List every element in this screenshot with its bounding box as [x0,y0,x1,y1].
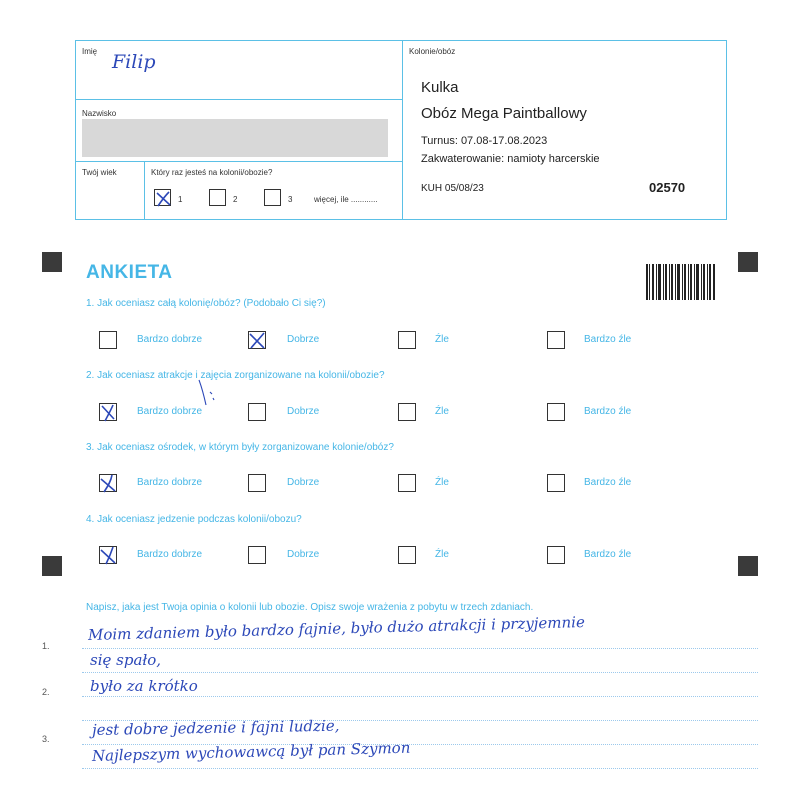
q4-option-dobrze: Dobrze [287,549,320,560]
times-checkbox-2[interactable] [209,189,226,206]
q1-checkbox-zle[interactable] [398,331,416,349]
q3-option-zle: Źle [435,477,449,488]
barcode-icon [646,264,716,300]
surname-label: Nazwisko [82,109,117,118]
times-checkbox-1[interactable] [154,189,171,206]
q1-checkbox-dobrze[interactable] [248,331,266,349]
times-option-2-label: 2 [233,195,238,204]
q3-option-bardzo-dobrze: Bardzo dobrze [137,477,203,488]
response-line-5: Najlepszym wychowawcą był pan Szymon [91,738,411,765]
q1-option-dobrze: Dobrze [287,334,320,345]
line-number-1: 1. [42,641,50,651]
q2-checkbox-dobrze[interactable] [248,403,266,421]
name-value[interactable]: Filip [112,51,156,73]
times-option-1-label: 1 [178,195,183,204]
times-more-label: więcej, ile ............ [314,195,378,204]
q1-checkbox-bardzo-dobrze[interactable] [99,331,117,349]
q2-option-zle: Źle [435,406,449,417]
q2-option-bardzo-zle: Bardzo źle [584,406,632,417]
check-x-icon [100,404,118,422]
q1-option-bardzo-dobrze: Bardzo dobrze [137,334,203,345]
opinion-answer-area[interactable] [87,612,768,788]
camp-code: KUH 05/08/23 [421,183,484,194]
registration-marker-bottom-right [738,556,758,576]
participant-info-box [75,40,727,220]
q1-option-bardzo-zle: Bardzo źle [584,334,632,345]
q4-checkbox-dobrze[interactable] [248,546,266,564]
response-line-1: Moim zdaniem było bardzo fajnie, było dużo atrakcji i przyjemnie [87,612,586,644]
q1-option-zle: Źle [435,334,449,345]
camp-company: Kulka [421,79,459,96]
q4-checkbox-bardzo-zle[interactable] [547,546,565,564]
question-4: 4. Jak oceniasz jedzenie podczas kolonii/obozu? [86,514,302,525]
surname-redacted-field[interactable] [82,119,388,157]
q1-checkbox-bardzo-zle[interactable] [547,331,565,349]
header-divider-surname [76,161,402,162]
q3-checkbox-zle[interactable] [398,474,416,492]
check-x-icon [155,190,173,208]
camp-name: Obóz Mega Paintballowy [421,105,587,122]
q4-option-bardzo-zle: Bardzo źle [584,549,632,560]
question-3: 3. Jak oceniasz ośrodek, w którym były zorganizowane kolonie/obóz? [86,442,394,453]
times-checkbox-3[interactable] [264,189,281,206]
registration-marker-top-left [42,252,62,272]
question-2: 2. Jak oceniasz atrakcje i zajęcia zorganizowane na kolonii/obozie? [86,370,385,381]
q3-option-dobrze: Dobrze [287,477,320,488]
age-label: Twój wiek [82,168,117,177]
name-label: Imię [82,47,98,56]
opinion-prompt: Napisz, jaka jest Twoja opinia o kolonii lub obozie. Opisz swoje wrażenia z pobytu w trzech zdaniach. [86,602,534,613]
q4-checkbox-bardzo-dobrze[interactable] [99,546,117,564]
q3-checkbox-dobrze[interactable] [248,474,266,492]
q2-checkbox-zle[interactable] [398,403,416,421]
turnus-dates: Turnus: 07.08-17.08.2023 [421,135,548,147]
header-divider-vertical [402,41,403,219]
q2-option-dobrze: Dobrze [287,406,320,417]
header-divider-name [76,99,402,100]
registration-marker-top-right [738,252,758,272]
line-number-3: 3. [42,734,50,744]
q4-checkbox-zle[interactable] [398,546,416,564]
check-x-icon [249,332,267,350]
header-divider-age [144,161,145,219]
check-x-icon [100,547,118,565]
q3-checkbox-bardzo-zle[interactable] [547,474,565,492]
q2-checkbox-bardzo-dobrze[interactable] [99,403,117,421]
q2-checkbox-bardzo-zle[interactable] [547,403,565,421]
response-line-2: się spało, [90,651,162,669]
line-number-2: 2. [42,687,50,697]
accommodation: Zakwaterowanie: namioty harcerskie [421,153,600,165]
question-1: 1. Jak oceniasz całą kolonię/obóz? (Podobało Ci się?) [86,298,326,309]
q2-option-bardzo-dobrze: Bardzo dobrze [137,406,203,417]
q4-option-zle: Źle [435,549,449,560]
registration-marker-bottom-left [42,556,62,576]
times-label: Który raz jesteś na kolonii/obozie? [151,168,273,177]
response-line-4: jest dobre jedzenie i fajni ludzie, [91,716,340,739]
pen-stray-mark-icon [196,378,220,408]
times-option-3-label: 3 [288,195,293,204]
q4-option-bardzo-dobrze: Bardzo dobrze [137,549,203,560]
check-x-icon [100,475,118,493]
q3-checkbox-bardzo-dobrze[interactable] [99,474,117,492]
camp-label: Kolonie/obóz [409,47,456,56]
q3-option-bardzo-zle: Bardzo źle [584,477,632,488]
form-number: 02570 [649,180,686,195]
survey-title: ANKIETA [86,262,173,283]
response-line-3: było za krótko [90,677,198,695]
